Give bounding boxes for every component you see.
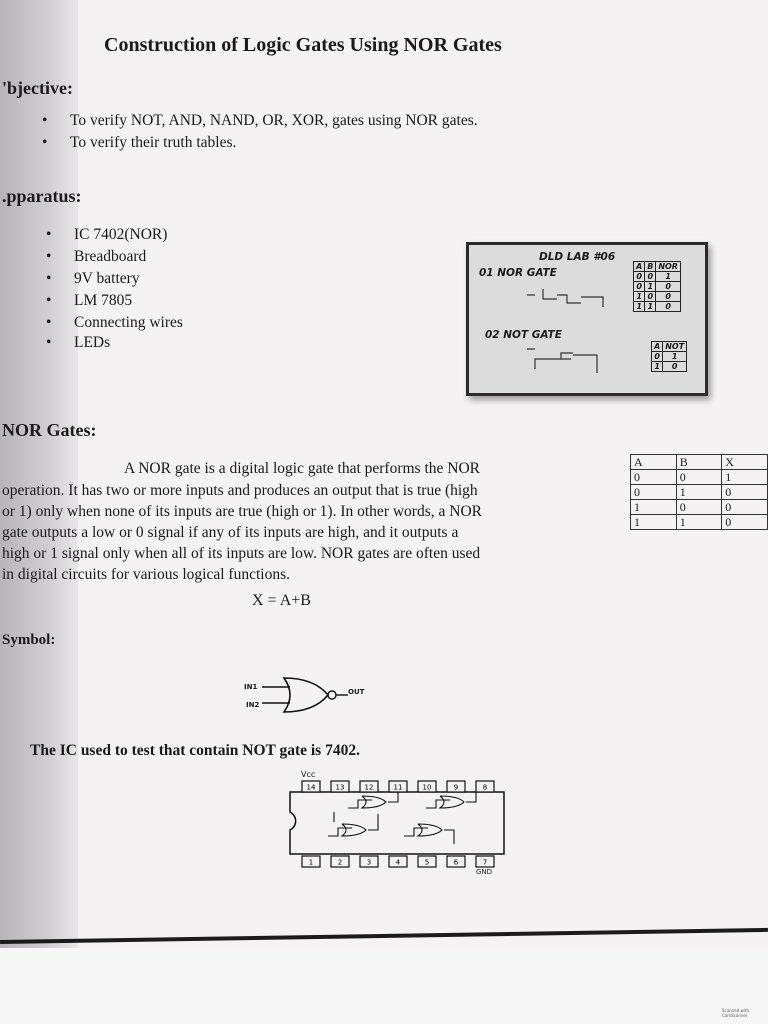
ic-pin-number: 1 — [308, 858, 314, 867]
objective-heading: 'bjective: — [2, 78, 73, 98]
apparatus-item: • LM 7805 — [74, 292, 132, 310]
ic-sentence — [30, 742, 360, 760]
ic-7402-diagram — [286, 778, 508, 870]
nor-heading: NOR Gates: — [2, 420, 97, 440]
lab-board-photo — [466, 242, 708, 396]
table-cell: 1 — [676, 515, 722, 530]
apparatus-item: • Connecting wires — [74, 314, 183, 332]
ic-pin-number: 5 — [424, 858, 430, 867]
table-cell: 0 — [722, 515, 768, 530]
cell: NOT — [663, 342, 687, 352]
table-cell: 1 — [631, 515, 677, 530]
ic-pin-number: 11 — [393, 783, 403, 792]
cell: 0 — [645, 292, 656, 302]
ic-pin-number: 4 — [395, 858, 401, 867]
ic-pin-number: 2 — [337, 858, 343, 867]
apparatus-item: • Breadboard — [74, 248, 146, 266]
vcc-label: Vcc — [301, 770, 316, 779]
cell: 0 — [634, 282, 645, 292]
out-label: OUT — [348, 688, 365, 696]
cell: 0 — [645, 272, 656, 282]
nor-paragraph-line: high or 1 signal only when all of its inputs are low. NOR gates are often used — [2, 545, 481, 562]
cell: 1 — [645, 282, 656, 292]
ic-pin-number: 6 — [453, 858, 459, 867]
objective-item: • To verify NOT, AND, NAND, OR, XOR, gates using NOR gates. — [70, 112, 478, 130]
cell: 1 — [634, 292, 645, 302]
in2-label: IN2 — [246, 701, 260, 709]
table-cell: 1 — [631, 500, 677, 515]
cell: 0 — [634, 272, 645, 282]
nor-gate-label: 01 NOR GATE — [479, 267, 557, 279]
nor-gate-symbol — [262, 674, 352, 716]
cell: 0 — [656, 282, 681, 292]
gnd-label: GND — [476, 868, 493, 876]
nor-wiring-sketch — [521, 285, 617, 315]
table-cell: 0 — [722, 485, 768, 500]
ic-sentence-text: The IC used to test that contain NOT gate is — [30, 742, 326, 759]
table-cell: 1 — [676, 485, 722, 500]
nor-paragraph-line: operation. It has two or more inputs and produces an output that is true (high — [2, 482, 478, 499]
cell: 1 — [656, 272, 681, 282]
not-wiring-sketch — [521, 341, 617, 375]
cell: 1 — [645, 302, 656, 312]
table-header-cell: B — [676, 455, 722, 470]
table-cell: 0 — [676, 500, 722, 515]
ic-pin-number: 12 — [364, 783, 374, 792]
ic-pin-number: 3 — [366, 858, 372, 867]
nor-formula: X = A+B — [252, 592, 311, 609]
lab-not-table — [651, 341, 687, 372]
nor-paragraph-line: or 1) only when none of its inputs are true (high or 1). In other words, a NOR — [2, 503, 482, 520]
ic-pin-number: 8 — [482, 783, 488, 792]
cell: 1 — [634, 302, 645, 312]
in1-label: IN1 — [244, 683, 258, 691]
scanner-badge: Scanned with CamScanner — [722, 1008, 750, 1018]
lab-nor-table — [633, 261, 681, 312]
apparatus-item: • 9V battery — [74, 270, 140, 288]
cell: A — [652, 342, 663, 352]
cell: 0 — [656, 292, 681, 302]
apparatus-item: • IC 7402(NOR) — [74, 226, 167, 244]
cell: 1 — [663, 352, 687, 362]
table-cell: 0 — [631, 485, 677, 500]
apparatus-heading: .pparatus: — [2, 186, 82, 206]
cell: 0 — [656, 302, 681, 312]
table-cell: 0 — [676, 470, 722, 485]
symbol-heading: Symbol: — [2, 632, 56, 648]
ic-pin-number: 9 — [453, 783, 459, 792]
table-cell: 1 — [722, 470, 768, 485]
cell: 0 — [652, 352, 663, 362]
cell: 0 — [663, 362, 687, 372]
ic-pin-number: 10 — [422, 783, 432, 792]
table-header-cell: A — [631, 455, 677, 470]
page-title: Construction of Logic Gates Using NOR Gates — [104, 34, 502, 56]
apparatus-item: • LEDs — [74, 334, 110, 352]
paper-edge — [0, 928, 768, 944]
table-cell: 0 — [722, 500, 768, 515]
truth-table — [630, 454, 768, 530]
cell: B — [645, 262, 656, 272]
cell: NOR — [656, 262, 681, 272]
ic-number: 7402. — [325, 742, 360, 759]
ic-pin-number: 7 — [482, 858, 488, 867]
ic-pin-number: 14 — [306, 783, 316, 792]
cell: A — [634, 262, 645, 272]
table-header-cell: X — [722, 455, 768, 470]
lab-header: DLD LAB #06 — [539, 251, 616, 263]
ic-pin-number: 13 — [335, 783, 345, 792]
objective-item: • To verify their truth tables. — [70, 134, 236, 152]
nor-paragraph-line: gate outputs a low or 0 signal if any of its inputs are high, and it outputs a — [2, 524, 459, 541]
nor-paragraph-line: A NOR gate is a digital logic gate that performs the NOR — [124, 460, 480, 477]
table-cell: 0 — [631, 470, 677, 485]
not-gate-label: 02 NOT GATE — [485, 329, 562, 341]
nor-paragraph-line: in digital circuits for various logical functions. — [2, 566, 290, 583]
scan-background — [0, 948, 768, 1024]
cell: 1 — [652, 362, 663, 372]
